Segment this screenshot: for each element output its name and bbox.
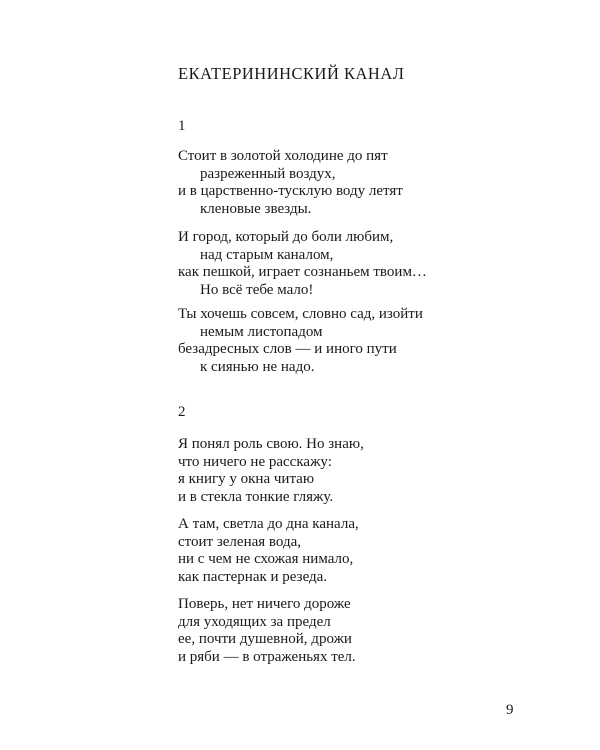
poem-line: над старым каналом,	[200, 246, 334, 263]
stanza	[178, 596, 356, 666]
poem-line: немым листопадом	[200, 323, 323, 340]
poem-line: и в стекла тонкие гляжу.	[178, 488, 334, 505]
poem-line: к сиянью не надо.	[200, 358, 315, 375]
poem-line: Я понял роль свою. Но знаю,	[178, 436, 364, 452]
poem-line: И город, который до боли любим,	[178, 229, 394, 245]
poem-line: Но всё тебе мало!	[200, 281, 314, 298]
poem-line: Стоит в золотой холодине до пят	[178, 148, 388, 164]
poem-line: А там, светла до дна канала,	[178, 516, 359, 532]
poem-line: разреженный воздух,	[200, 165, 336, 182]
poem-line: как пастернак и резеда.	[178, 568, 328, 585]
poem-line: и ряби — в отраженьях тел.	[178, 648, 356, 665]
poem-line: ее, почти душевной, дрожи	[178, 631, 352, 647]
poem-line: безадресных слов — и иного пути	[178, 341, 397, 357]
stanza	[178, 516, 359, 586]
poem-line: Поверь, нет ничего дороже	[178, 596, 351, 612]
stanza	[178, 306, 423, 376]
section-number-2: 2	[178, 404, 186, 420]
stanza	[178, 229, 427, 299]
poem-line: Ты хочешь совсем, словно сад, изойти	[178, 306, 423, 322]
stanza	[178, 436, 364, 506]
poem-line: я книгу у окна читаю	[178, 471, 315, 487]
poem-line: для уходящих за предел	[178, 613, 331, 630]
poem-line: как пешкой, играет сознаньем твоим…	[178, 264, 427, 280]
poem-line: кленовые звезды.	[200, 200, 312, 217]
section-number-1: 1	[178, 118, 186, 134]
poem-title: ЕКАТЕРИНИНСКИЙ КАНАЛ	[178, 64, 405, 83]
poem-line: стоит зеленая вода,	[178, 533, 301, 550]
page-number: 9	[506, 702, 514, 718]
poem-line: ни с чем не схожая нимало,	[178, 551, 354, 567]
stanza	[178, 148, 403, 218]
poem-line: что ничего не расскажу:	[178, 453, 332, 470]
poem-line: и в царственно-тусклую воду летят	[178, 183, 403, 199]
